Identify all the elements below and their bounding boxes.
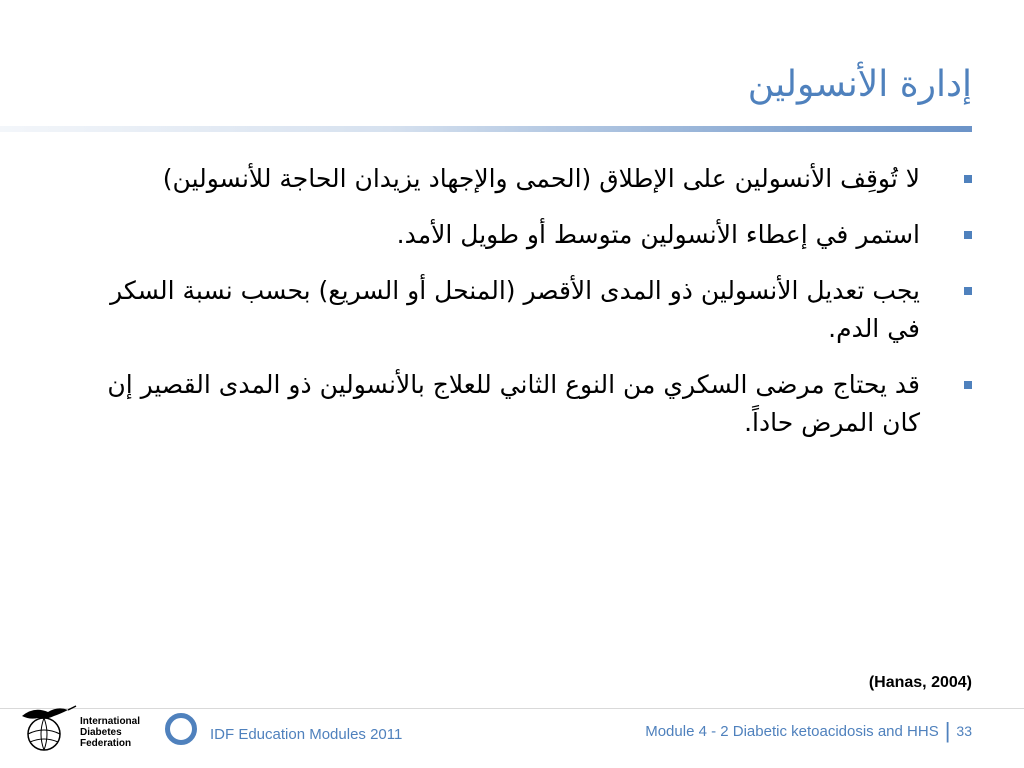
bullet-list	[72, 160, 972, 460]
module-label: Module 4 - 2 Diabetic ketoacidosis and HHS	[645, 722, 939, 740]
slide-title: إدارة الأنسولين	[747, 64, 972, 105]
square-bullet-icon	[964, 287, 972, 295]
square-bullet-icon	[964, 175, 972, 183]
bullet-text: قد يحتاج مرضى السكري من النوع الثاني للعلاج بالأنسولين ذو المدى القصير إن كان المرض حاداً.	[107, 370, 920, 437]
bullet-item	[72, 366, 972, 442]
footer-left-text: IDF Education Modules 2011	[210, 726, 403, 743]
footer-separator: |	[944, 718, 951, 743]
idf-logo	[18, 700, 148, 756]
logo-text: International Diabetes Federation	[80, 716, 141, 749]
bullet-item	[72, 160, 972, 198]
footer-right	[645, 718, 972, 743]
square-bullet-icon	[964, 231, 972, 239]
bullet-item	[72, 216, 972, 254]
footer-divider	[0, 708, 1024, 709]
bullet-text: لا تُوقِف الأنسولين على الإطلاق (الحمى والإجهاد يزيدان الحاجة للأنسولين)	[162, 164, 920, 193]
bullet-text: استمر في إعطاء الأنسولين متوسط أو طويل الأمد.	[396, 220, 920, 249]
square-bullet-icon	[964, 381, 972, 389]
citation: (Hanas, 2004)	[868, 674, 972, 691]
idf-ring-icon	[165, 713, 197, 745]
title-divider	[0, 126, 972, 132]
page-number: 33	[956, 723, 972, 739]
hummingbird-globe-icon	[18, 700, 78, 756]
bullet-text: يجب تعديل الأنسولين ذو المدى الأقصر (المنحل أو السريع) بحسب نسبة السكر في الدم.	[110, 276, 920, 343]
bullet-item	[72, 272, 972, 348]
